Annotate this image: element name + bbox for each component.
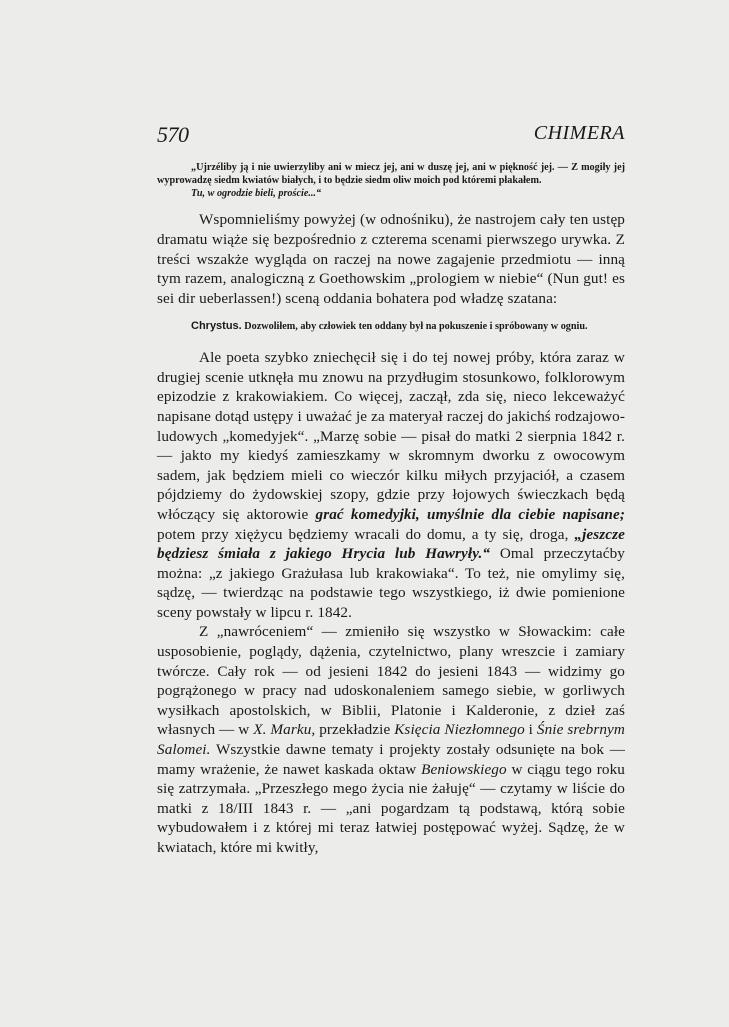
p3-italic-2: Księcia Niezłomnego xyxy=(394,721,525,739)
p3-text-5: w ciągu tego roku się zatrzymała. „Przeszłego mego życia nie żałuję“ — czytamy w liście do matki z 18/III 1843 r. — „ani pogardzam tą podstawą, którą sobie wybudowałem i z której mi teraz łatwiej postępować wyżej. Sądzę, że w kwiatach, które mi kwitły, xyxy=(157,760,625,856)
dialog-excerpt xyxy=(157,320,625,334)
body-text xyxy=(157,210,625,308)
page-number: 570 xyxy=(157,122,189,147)
p2-text-3: Omal przeczytaćby można: „z jakiego Grażułasa lub krakowiaka“. To też, nie omylimy się, sądzę, — twierdząc na podstawie tego wszystkiego, iż dwie pomienione sceny powstały w lipcu r. 1842. xyxy=(157,545,625,621)
dialog-line xyxy=(157,320,625,334)
p3-text-1: Z „nawróceniem“ — zmieniło się wszystko w Słowackim: całe usposobienie, poglądy, dążenia, czytelnictwo, plany wreszcie i zamiary twórcze. Cały rok — od jesieni 1842 do jesieni 1843 — widzimy go pogrążonego w pracy nad udoskonaleniem samego siebie, w gorliwych wysiłkach apostolskich, w Biblii, Platonie i Kalderonie, z dzieł zaś własnych — w xyxy=(157,623,625,739)
page-header xyxy=(157,120,625,150)
running-title: CHIMERA xyxy=(533,122,625,144)
p3-text-4: Wszystkie dawne tematy i projekty zostały odsunięte na bok — mamy wrażenie, że nawet kaskada oktaw xyxy=(157,741,626,778)
p2-text-1: Ale poeta szybko zniechęcił się i do tej nowej próby, która zaraz w drugiej scenie utknęła mu znowu na przydługim stosunkowo, folklorowym epizodzie z krakowiakiem. Co więcej, zaczął, zda się, nieco lekceważyć napisane dotąd ustępy i uważać je za materyał raczej do jakichś rodzajowo-ludowych „komedyjek“. „Marzę sobie — pisał do matki 2 sierpnia 1842 r. — jakto my kiedyś zamieszkamy w skromnym dworku z owocowym sadem, jak będziem mieli co wieczór kilku miłych przyjaciół, a czasem pójdziemy do żydowskiej szopy, gdzie przy łojowych świeczkach będą włóczący się aktorowie xyxy=(157,349,625,523)
p2-text-2: potem przy xiężycu będziemy wracali do domu, a ty się, droga, xyxy=(157,525,569,543)
paragraph-1: Wspomnieliśmy powyżej (w odnośniku), że nastrojem cały ten ustęp dramatu wiąże się bezpośrednio z czterema scenami pierwszego urywka. Z treści wszakże wygląda on raczej na nowe zagajenie przedmiotu — inną tym razem, analogiczną z Goethowskim „prologiem w niebie“ (Nun gut! es sei dir ueberlassen!) sceną oddania bohatera pod władzę szatana: xyxy=(157,211,625,307)
quote-text: „Ujrzéliby ją i nie uwierzyliby ani w miecz jej, ani w duszę jej, ani w piękność jej. — Z mogiły jej wyprowadzę siedm kwiatów białych, i to będzie siedm oliw moich pod któremi płakałem. xyxy=(157,162,625,186)
book-page xyxy=(157,120,625,858)
quote-closing-line: Tu, w ogrodzie bieli, proście...“ xyxy=(191,187,322,199)
paragraph-3 xyxy=(157,622,625,857)
p3-text-2: przekładzie xyxy=(319,721,391,739)
p2-italic-1: grać komedyjki, umyślnie dla ciebie napisane; xyxy=(315,505,625,523)
body-text-continued xyxy=(157,348,625,857)
dialog-text: Dozwoliłem, aby człowiek ten oddany był na pokuszenie i spróbowany w ogniu. xyxy=(244,321,588,333)
paragraph-2 xyxy=(157,348,625,622)
quoted-passage xyxy=(157,162,625,200)
p2-italic-2: „jeszcze będziesz śmiała z jakiego Hrycia lub Hawryły.“ xyxy=(157,525,625,563)
p3-italic-1: X. Marku, xyxy=(253,721,316,739)
speaker-name: Chrystus. xyxy=(191,320,242,333)
p3-italic-3: Śnie srebrnym Salomei. xyxy=(157,721,625,759)
p3-italic-4: Beniowskiego xyxy=(421,760,507,778)
p3-text-3: i xyxy=(528,721,533,739)
